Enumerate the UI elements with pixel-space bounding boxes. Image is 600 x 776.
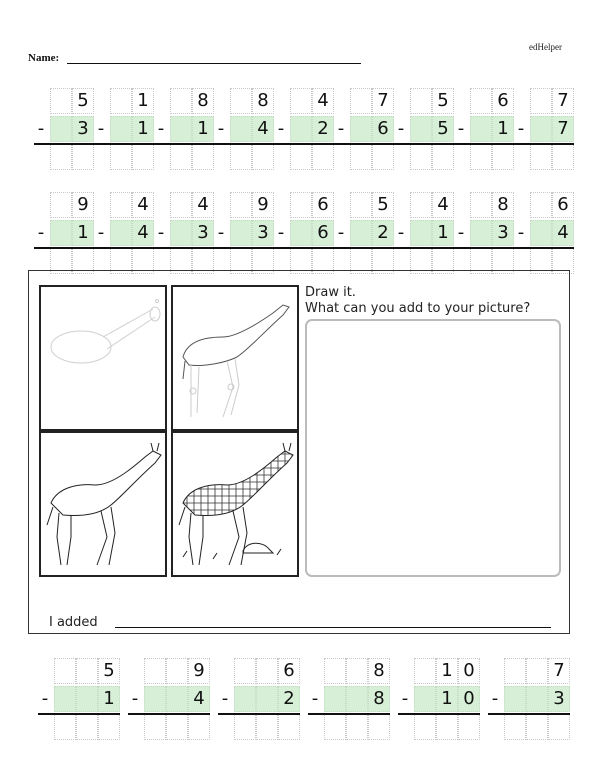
subtrahend-digit: 6 — [377, 118, 389, 139]
minuend-digit: 4 — [437, 194, 449, 215]
digit-cell — [504, 658, 526, 684]
digit-cell — [350, 116, 372, 142]
minuend-digit: 9 — [257, 194, 269, 215]
answer-bar — [394, 143, 454, 145]
name-label: Name: — [28, 52, 60, 64]
minuend-digit: 4 — [317, 90, 329, 111]
answer-bar — [94, 247, 154, 249]
giraffe-step-1-sketch — [41, 287, 165, 429]
brand-label: edHelper — [529, 42, 562, 52]
minuend-digit: 5 — [77, 90, 89, 111]
minuend-digit: 8 — [497, 194, 509, 215]
digit-cell — [410, 220, 432, 246]
minus-sign: - — [97, 118, 105, 139]
answer-cell[interactable] — [54, 714, 76, 740]
answer-cell[interactable] — [256, 714, 278, 740]
answer-bar — [334, 143, 394, 145]
minus-sign: - — [457, 222, 465, 243]
answer-bar — [94, 143, 154, 145]
digit-cell — [110, 192, 132, 218]
minus-sign: - — [157, 222, 165, 243]
answer-cell[interactable] — [278, 714, 300, 740]
minuend-digit: 1 — [441, 660, 453, 681]
answer-bar — [218, 713, 300, 715]
minuend-digit: 8 — [257, 90, 269, 111]
answer-bar — [398, 713, 480, 715]
digit-cell — [166, 686, 188, 712]
subtrahend-digit: 2 — [377, 222, 389, 243]
digit-cell — [290, 116, 312, 142]
digit-cell — [290, 88, 312, 114]
subtrahend-digit: 2 — [317, 118, 329, 139]
subtrahend-digit: 1 — [77, 222, 89, 243]
minuend-digit: 4 — [197, 194, 209, 215]
answer-bar — [38, 713, 120, 715]
minuend-digit: 1 — [137, 90, 149, 111]
digit-cell — [144, 658, 166, 684]
digit-cell — [530, 192, 552, 218]
subtrahend-digit: 4 — [557, 222, 569, 243]
minuend-digit: 6 — [497, 90, 509, 111]
subtrahend-digit: 4 — [137, 222, 149, 243]
step-3-panel — [39, 431, 167, 577]
add-prompt-label: What can you add to your picture? — [305, 301, 531, 316]
answer-cell[interactable] — [492, 144, 514, 170]
answer-bar — [274, 143, 334, 145]
digit-cell — [470, 192, 492, 218]
answer-bar — [394, 247, 454, 249]
digit-cell — [256, 686, 278, 712]
answer-bar — [34, 247, 94, 249]
subtrahend-digit: 4 — [257, 118, 269, 139]
subtrahend-digit: 2 — [283, 688, 295, 709]
digit-cell — [290, 220, 312, 246]
subtrahend-digit: 3 — [197, 222, 209, 243]
answer-cell[interactable] — [50, 144, 72, 170]
answer-bar — [214, 247, 274, 249]
digit-cell — [526, 686, 548, 712]
digit-cell — [350, 220, 372, 246]
minus-sign: - — [311, 688, 319, 709]
digit-cell — [324, 686, 346, 712]
giraffe-step-2-sketch — [173, 287, 297, 429]
subtrahend-digit: 3 — [257, 222, 269, 243]
answer-cell[interactable] — [346, 714, 368, 740]
subtrahend-digit: 6 — [317, 222, 329, 243]
digit-cell — [410, 88, 432, 114]
minuend-digit: 5 — [377, 194, 389, 215]
answer-cell[interactable] — [432, 144, 454, 170]
subtrahend-digit: 5 — [437, 118, 449, 139]
subtrahend-digit: 8 — [373, 688, 385, 709]
answer-cell[interactable] — [504, 714, 526, 740]
drawing-activity — [28, 270, 570, 634]
answer-cell[interactable] — [470, 144, 492, 170]
step-4-panel — [171, 431, 299, 577]
minuend-digit: 7 — [557, 90, 569, 111]
answer-cell[interactable] — [72, 144, 94, 170]
digit-cell — [110, 116, 132, 142]
subtrahend-digit: 1 — [441, 688, 453, 709]
digit-cell — [50, 116, 72, 142]
subtrahend-digit: 1 — [137, 118, 149, 139]
subtrahend-digit: 1 — [197, 118, 209, 139]
answer-cell[interactable] — [170, 144, 192, 170]
digit-cell — [346, 686, 368, 712]
minuend-digit: 8 — [197, 90, 209, 111]
digit-cell — [170, 116, 192, 142]
subtrahend-digit: 1 — [497, 118, 509, 139]
digit-cell — [410, 116, 432, 142]
giraffe-step-3-outline — [41, 433, 165, 575]
subtrahend-digit: 4 — [193, 688, 205, 709]
answer-bar — [488, 713, 570, 715]
digit-cell — [230, 116, 252, 142]
minus-sign: - — [157, 118, 165, 139]
answer-cell[interactable] — [552, 144, 574, 170]
answer-cell[interactable] — [144, 714, 166, 740]
drawing-instructions — [305, 285, 530, 317]
minuend-digit: 7 — [553, 660, 565, 681]
answer-cell[interactable] — [312, 144, 334, 170]
answer-bar — [454, 143, 514, 145]
answer-cell[interactable] — [414, 714, 436, 740]
answer-cell[interactable] — [76, 714, 98, 740]
answer-cell[interactable] — [410, 144, 432, 170]
digit-cell — [230, 88, 252, 114]
answer-bar — [154, 143, 214, 145]
drawing-answer-box[interactable] — [305, 319, 561, 577]
subtrahend-digit: 7 — [557, 118, 569, 139]
digit-cell — [324, 658, 346, 684]
minuend-digit: 6 — [317, 194, 329, 215]
answer-cell[interactable] — [530, 144, 552, 170]
answer-cell[interactable] — [234, 714, 256, 740]
minus-sign: - — [401, 688, 409, 709]
minus-sign: - — [491, 688, 499, 709]
digit-cell — [470, 88, 492, 114]
answer-cell[interactable] — [458, 714, 480, 740]
minuend-digit: 5 — [103, 660, 115, 681]
digit-cell — [350, 192, 372, 218]
digit-cell — [530, 220, 552, 246]
answer-cell[interactable] — [98, 714, 120, 740]
digit-cell — [234, 658, 256, 684]
answer-cell[interactable] — [526, 714, 548, 740]
answer-cell[interactable] — [350, 144, 372, 170]
digit-cell — [346, 658, 368, 684]
digit-cell — [144, 686, 166, 712]
digit-cell — [110, 88, 132, 114]
subtrahend-digit: 3 — [497, 222, 509, 243]
answer-bar — [514, 247, 574, 249]
minus-sign: - — [97, 222, 105, 243]
minuend-digit: 4 — [137, 194, 149, 215]
answer-cell[interactable] — [166, 714, 188, 740]
digit-cell — [170, 88, 192, 114]
minus-sign: - — [37, 222, 45, 243]
minus-sign: - — [517, 118, 525, 139]
name-line[interactable] — [67, 53, 361, 64]
answer-cell[interactable] — [188, 714, 210, 740]
step-1-panel — [39, 285, 167, 431]
answer-cell[interactable] — [230, 144, 252, 170]
digit-cell — [470, 116, 492, 142]
minus-sign: - — [277, 118, 285, 139]
subtrahend-digit: 1 — [103, 688, 115, 709]
answer-bar — [514, 143, 574, 145]
minus-sign: - — [217, 118, 225, 139]
subtrahend-digit: 0 — [463, 688, 475, 709]
answer-bar — [128, 713, 210, 715]
minus-sign: - — [217, 222, 225, 243]
answer-cell[interactable] — [110, 144, 132, 170]
giraffe-step-4-patterned — [173, 433, 297, 575]
answer-cell[interactable] — [548, 714, 570, 740]
answer-cell[interactable] — [436, 714, 458, 740]
minus-sign: - — [337, 118, 345, 139]
minus-sign: - — [397, 118, 405, 139]
digit-cell — [504, 686, 526, 712]
digit-cell — [234, 686, 256, 712]
digit-cell — [170, 192, 192, 218]
answer-cell[interactable] — [290, 144, 312, 170]
minuend-digit: 0 — [463, 660, 475, 681]
answer-cell[interactable] — [372, 144, 394, 170]
step-2-panel — [171, 285, 299, 431]
answer-cell[interactable] — [132, 144, 154, 170]
minuend-digit: 8 — [373, 660, 385, 681]
digit-cell — [410, 192, 432, 218]
subtrahend-digit: 1 — [437, 222, 449, 243]
minus-sign: - — [517, 222, 525, 243]
answer-bar — [214, 143, 274, 145]
minuend-digit: 6 — [283, 660, 295, 681]
digit-cell — [526, 658, 548, 684]
answer-cell[interactable] — [324, 714, 346, 740]
answer-bar — [454, 247, 514, 249]
digit-cell — [530, 116, 552, 142]
minus-sign: - — [397, 222, 405, 243]
answer-cell[interactable] — [368, 714, 390, 740]
digit-cell — [230, 192, 252, 218]
i-added-line[interactable] — [115, 627, 551, 628]
minus-sign: - — [277, 222, 285, 243]
minus-sign: - — [337, 222, 345, 243]
answer-cell[interactable] — [192, 144, 214, 170]
subtrahend-digit: 3 — [553, 688, 565, 709]
answer-bar — [154, 247, 214, 249]
digit-cell — [110, 220, 132, 246]
subtrahend-digit: 3 — [77, 118, 89, 139]
digit-cell — [290, 192, 312, 218]
minuend-digit: 5 — [437, 90, 449, 111]
digit-cell — [54, 686, 76, 712]
digit-cell — [256, 658, 278, 684]
minuend-digit: 9 — [77, 194, 89, 215]
digit-cell — [54, 658, 76, 684]
answer-bar — [308, 713, 390, 715]
digit-cell — [470, 220, 492, 246]
digit-cell — [414, 658, 436, 684]
digit-cell — [166, 658, 188, 684]
minus-sign: - — [221, 688, 229, 709]
digit-cell — [350, 88, 372, 114]
answer-cell[interactable] — [252, 144, 274, 170]
minuend-digit: 7 — [377, 90, 389, 111]
name-row — [28, 52, 361, 64]
i-added-label: I added — [49, 615, 98, 630]
answer-bar — [34, 143, 94, 145]
digit-cell — [170, 220, 192, 246]
answer-bar — [274, 247, 334, 249]
digit-cell — [76, 686, 98, 712]
digit-cell — [50, 220, 72, 246]
draw-it-label: Draw it. — [305, 285, 356, 300]
minuend-digit: 6 — [557, 194, 569, 215]
digit-cell — [50, 88, 72, 114]
minuend-digit: 9 — [193, 660, 205, 681]
minus-sign: - — [457, 118, 465, 139]
digit-cell — [530, 88, 552, 114]
digit-cell — [414, 686, 436, 712]
answer-bar — [334, 247, 394, 249]
digit-cell — [50, 192, 72, 218]
digit-cell — [230, 220, 252, 246]
minus-sign: - — [131, 688, 139, 709]
minus-sign: - — [41, 688, 49, 709]
digit-cell — [76, 658, 98, 684]
minus-sign: - — [37, 118, 45, 139]
